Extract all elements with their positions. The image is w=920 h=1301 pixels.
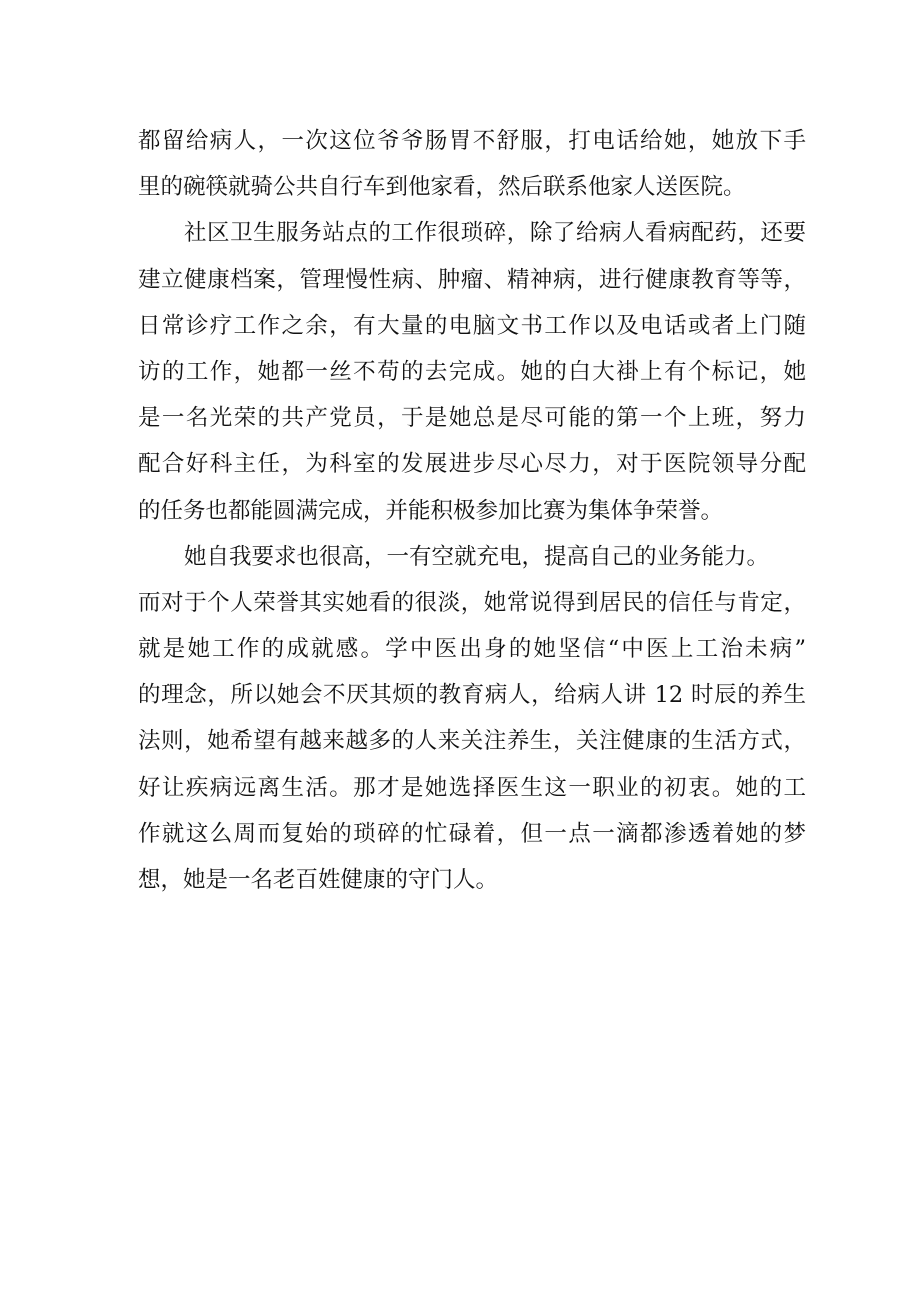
text-line: 配合好科主任，为科室的发展进步尽心尽力，对于医院领导分配	[138, 451, 806, 478]
text-line: 访的工作，她都一丝不苟的去完成。她的白大褂上有个标记，她	[138, 358, 806, 385]
text-line: 的理念，所以她会不厌其烦的教育病人，给病人讲 12 时辰的养生	[138, 682, 806, 709]
text-line: 是一名光荣的共产党员，于是她总是尽可能的第一个上班，努力	[138, 405, 806, 432]
text-line: 而对于个人荣誉其实她看的很淡，她常说得到居民的信任与肯定，	[138, 589, 806, 616]
text-line: 日常诊疗工作之余，有大量的电脑文书工作以及电话或者上门随	[138, 312, 806, 339]
paragraph-3	[138, 534, 806, 904]
text-line: 的任务也都能圆满完成，并能积极参加比赛为集体争荣誉。	[138, 497, 724, 524]
document-body	[138, 118, 806, 903]
text-line: 想，她是一名老百姓健康的守门人。	[138, 867, 499, 893]
text-line: 法则，她希望有越来越多的人来关注养生，关注健康的生活方式，	[138, 728, 806, 755]
text-line: 里的碗筷就骑公共自行车到他家看，然后联系他家人送医院。	[138, 174, 746, 201]
text-line: 作就这么周而复始的琐碎的忙碌着，但一点一滴都渗透着她的梦	[138, 820, 806, 847]
text-line: 就是她工作的成就感。学中医出身的她坚信“中医上工治未病”	[138, 636, 806, 663]
paragraph-1	[138, 118, 806, 210]
text-line: 好让疾病远离生活。那才是她选择医生这一职业的初衷。她的工	[138, 774, 806, 801]
text-line: 社区卫生服务站点的工作很琐碎，除了给病人看病配药，还要	[184, 220, 806, 247]
paragraph-2	[138, 210, 806, 533]
text-line: 建立健康档案，管理慢性病、肿瘤、精神病，进行健康教育等等，	[138, 266, 806, 293]
text-line: 都留给病人，一次这位爷爷肠胃不舒服，打电话给她，她放下手	[138, 128, 806, 154]
text-line: 她自我要求也很高，一有空就充电，提高自己的业务能力。	[184, 543, 770, 570]
